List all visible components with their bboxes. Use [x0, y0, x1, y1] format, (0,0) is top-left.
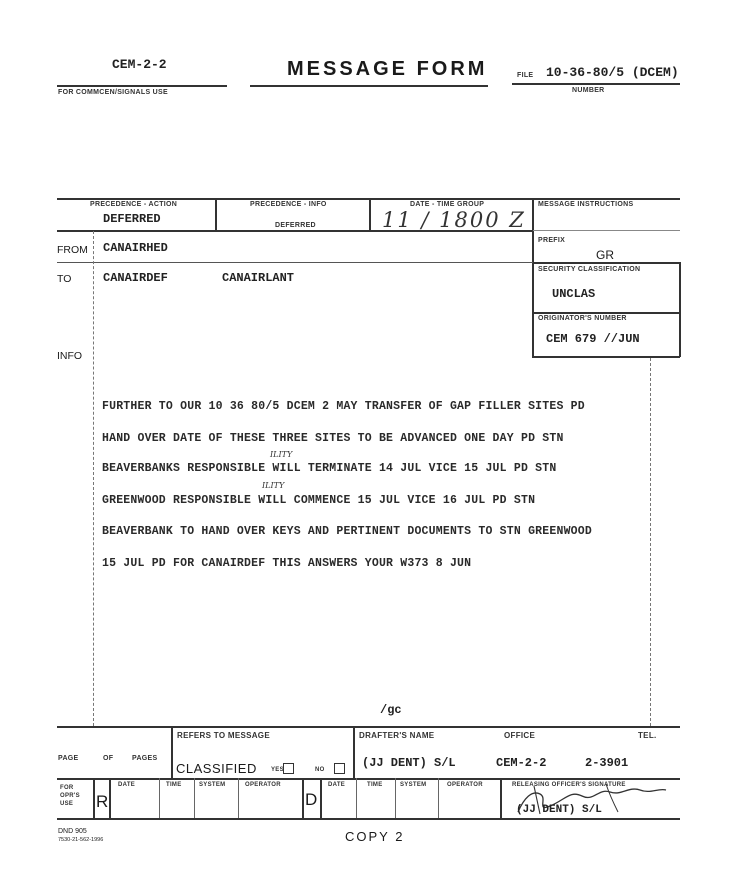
form-number: DND 905: [58, 828, 87, 835]
footer-divider-2: [353, 726, 355, 778]
to-value-1: CANAIRDEF: [103, 271, 168, 285]
grid-prefix-rule: [533, 262, 680, 264]
time-label-2: TIME: [367, 782, 383, 788]
from-rule: [57, 262, 533, 263]
d-letter: D: [305, 790, 318, 809]
correction-mark: ILITY: [270, 450, 293, 459]
opr-divider-6: [302, 778, 304, 818]
time-label: TIME: [166, 782, 182, 788]
system-label-2: SYSTEM: [400, 782, 427, 788]
yes-label: YES: [271, 767, 284, 773]
drafter-value: (JJ DENT) S/L: [362, 756, 456, 770]
tel-value: 2-3901: [585, 756, 629, 770]
security-label: SECURITY CLASSIFICATION: [538, 266, 641, 273]
opr-divider-9: [395, 778, 396, 818]
dtg-label: DATE - TIME GROUP: [410, 201, 485, 208]
body-line: HAND OVER DATE OF THESE THREE SITES TO BE ADVANCED ONE DAY PD STN: [102, 432, 564, 445]
office-label: OFFICE: [504, 731, 536, 740]
opr-divider-8: [356, 778, 357, 818]
to-value-2: CANAIRLANT: [222, 271, 295, 285]
precedence-info-value: DEFERRED: [275, 222, 316, 229]
classified-label: CLASSIFIED: [176, 761, 257, 776]
page-label: PAGE: [58, 755, 79, 762]
date-label: DATE: [118, 782, 136, 788]
opr-divider-1: [93, 778, 95, 818]
grid-divider-1: [215, 198, 217, 230]
for-oprs-use-label: FOR OPR'S USE: [60, 785, 80, 807]
of-label: OF: [103, 755, 114, 762]
left-margin-dash: [93, 231, 94, 726]
operator-label-2: OPERATOR: [447, 782, 483, 788]
nsn: 7530-21-562-1996: [58, 837, 104, 843]
copy-number: COPY 2: [345, 829, 405, 844]
opr-divider-5: [238, 778, 239, 818]
no-label: NO: [315, 767, 325, 773]
body-line: GREENWOOD RESPONSIBLE WILL COMMENCE 15 JUL VICE 16 JUL PD STN: [102, 494, 536, 507]
originator-value: CEM 679 //JUN: [546, 332, 640, 346]
precedence-action-value: DEFERRED: [103, 212, 161, 226]
drafter-label: DRAFTER'S NAME: [359, 731, 435, 740]
date-label-2: DATE: [328, 782, 346, 788]
body-line: FURTHER TO OUR 10 36 80/5 DCEM 2 MAY TRANSFER OF GAP FILLER SITES PD: [102, 400, 585, 413]
right-margin-dash: [650, 358, 651, 726]
prefix-label: PREFIX: [538, 237, 566, 244]
system-label: SYSTEM: [199, 782, 226, 788]
opr-divider-11: [500, 778, 502, 818]
office-value: CEM-2-2: [496, 756, 547, 770]
opr-divider-7: [320, 778, 322, 818]
file-number: 10-36-80/5 (DCEM): [546, 65, 679, 80]
opr-divider-2: [109, 778, 111, 818]
footer-top-rule: [57, 726, 680, 728]
header-caption: FOR COMMCEN/SIGNALS USE: [58, 89, 168, 96]
grid-instr-rule: [533, 230, 680, 231]
signature-name: (JJ DENT) S/L: [516, 804, 602, 816]
originator-label: ORIGINATOR'S NUMBER: [538, 315, 627, 322]
classified-no-checkbox: [334, 763, 345, 774]
grid-security-rule: [533, 312, 680, 314]
grid-divider-2: [369, 198, 371, 230]
tel-label: TEL.: [638, 731, 657, 740]
file-rule: [512, 83, 680, 85]
correction-mark: ILITY: [262, 481, 285, 490]
refers-label: REFERS TO MESSAGE: [177, 731, 270, 740]
body-line: 15 JUL PD FOR CANAIRDEF THIS ANSWERS YOUR W373 8 JUN: [102, 557, 472, 570]
to-label: TO: [57, 273, 72, 285]
number-caption: NUMBER: [572, 87, 605, 94]
from-value: CANAIRHED: [103, 241, 168, 255]
grid-originator-rule: [533, 356, 680, 358]
from-label: FROM: [57, 244, 88, 256]
grid-divider-3: [532, 198, 534, 358]
precedence-action-label: PRECEDENCE - ACTION: [90, 201, 178, 208]
body-line: BEAVERBANK TO HAND OVER KEYS AND PERTINENT DOCUMENTS TO STN GREENWOOD: [102, 525, 592, 538]
info-label: INFO: [57, 350, 83, 362]
releasing-label: RELEASING OFFICER'S SIGNATURE: [512, 782, 626, 788]
instructions-label: MESSAGE INSTRUCTIONS: [538, 201, 634, 208]
classified-yes-checkbox: [283, 763, 294, 774]
grid-right-edge: [679, 262, 681, 357]
r-letter: R: [96, 792, 109, 811]
operator-label: OPERATOR: [245, 782, 281, 788]
security-value: UNCLAS: [552, 287, 596, 301]
footer-divider-1: [171, 726, 173, 778]
dtg-value: 11 / 1800 Z: [382, 208, 526, 232]
form-title: MESSAGE FORM: [287, 58, 488, 80]
opr-divider-3: [159, 778, 160, 818]
title-rule: [250, 85, 488, 87]
pages-label: PAGES: [132, 755, 158, 762]
opr-divider-4: [194, 778, 195, 818]
sign-off: /gc: [380, 703, 402, 717]
prefix-value: GR: [596, 248, 614, 262]
header-code: CEM-2-2: [112, 57, 167, 72]
precedence-info-label: PRECEDENCE - INFO: [250, 201, 327, 208]
header-left-rule: [57, 85, 227, 87]
opr-divider-10: [438, 778, 439, 818]
body-line: BEAVERBANKS RESPONSIBLE WILL TERMINATE 14 JUL VICE 15 JUL PD STN: [102, 462, 557, 475]
file-label: FILE: [517, 72, 534, 79]
